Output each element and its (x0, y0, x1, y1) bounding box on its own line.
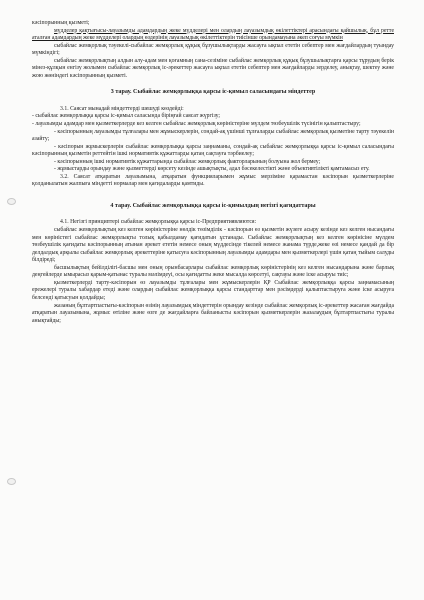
list-item-unified-policy: - сыбайлас жемқорлыққа қарсы іс-қимыл саласында біріңғай саясат жүргізу; (32, 113, 220, 120)
list-item-internal-documents: - кәсіпорынның ішкі нормативтік құжаттарында сыбайлас жемқорлық факторларының болуына жол бермеу; (54, 158, 321, 165)
principle-employee-involvement: қызметкерлерді тарту-кәсіпорын өз лауазымды тұлғалары мен жұмыскерлерін ҚР Сыбайлас жемқорлыққа қарсы заңнамасының ережелері туралы хабардар етеді және олардың сыбайлас жемқорлыққа қарсы стандарттар мен рәсімдерді қалыптастыруға және іске асыруға белсенді қатысуын қолдайды; (32, 279, 394, 301)
chapter-4-heading: 4 тарау. Сыбайлас жемқорлыққа қарсы іс-қимылдың негізгі қағидаттары (110, 202, 316, 209)
list-item-reduce-risk: - кәсіпорынның лауазымды тұлғалары мен жұмыскерлерін, сондай-ақ үшінші тұлғаларды сыбайлас жемқорлық қызметіне тарту тәуекелін азайту; (32, 128, 394, 143)
paragraph-enterprise-activity: кәсіпорынның қызметі; (32, 20, 90, 26)
paragraph-corruption-prevention: сыбайлас жемқорлықтың алдын алу-адам мен қоғамның сана-сезіміне сыбайлас жемқорлық құқық бұзушылықтарға қарсы тұрудың берік мінез-құлқын енгізу жолымен сыбайлас жемқорлық іс-әрекеттер жасауға ықпал ететін себептер мен жағдайларды зерделеу, анықтау, шектеу және жою жөніндегі кәсіпорынның қызметі. (32, 57, 394, 79)
list-item-zero-tolerance: - лауазымды адамдар мен қызметкерлерде кез келген сыбайлас жемқорлық көріністеріне мүлдем төзбеушілік түсінігін қалыптастыру; (32, 121, 361, 128)
term-conflict-of-interest: мүдделер қақтығысы-лауазымды адамдардың жеке мүдделері мен олардың лауазымдық өкілеттіктері арасындағы қайшылық, бұл ретте аталған адамдардың жеке мүдделері олардың өздерінің лауазымдық өкілеттіктерін тиісінше орындамауына әкеп соғуы мүмкін (32, 27, 394, 42)
principle-zero-tolerance: сыбайлас жемқорлықтың кез келген көріністеріне нөлдік төзімділік - кәсіпорын өз қызметін жүзеге асыру кезінде кез келген нысандағы мен көріністегі сыбайлас жемқорлықты толық қабылдамау қағидатын ұстанады. Сыбайлас жемқорлықтың кез келген көрінісіне мүлдем төзбеушілік қағидаты кәсіпорынның атынан әрекет ететін немесе оның мүддесінде тікелей немесе жанама түрде,жеке өзі немесе қандай да бір делдалдық арқылы сыбайлас жемқорлық әрекеттеріне қатысуға кәсіпорынның лауазымды адамдары мен қызметкерлері үшін қатаң тыйым салуды білдіреді; (32, 227, 394, 264)
principle-leadership-commitment: басшылықтың бейілділігі-басшы мен оның орынбасарлары сыбайлас жемқорлық көріністерінің кез келген нысандарына және барлық деңгейлерде ымырасыз қарым-қатынас туралы мәлімдеуі, осы қағидатты жеке мысалда көрсетуі, сақтауы және іске асыруы тиіс; (32, 264, 394, 279)
clause-4-1-intro: 4.1. Негізгі принциптері сыбайлас жемқорлыққа қарсы іс-Предприятиявляются: (60, 219, 257, 226)
punch-hole-mark (7, 478, 16, 485)
clause-3-2: 3.2. Саясат атқаратын лауазымына, атқаратын функцияларымен жұмыс мерзіміне қарамастан кәсіпорын қызметкерлеріне қолданылатын жалпыға міндетті нормалар мен қағидаларды қамтиды. (32, 173, 394, 188)
clause-3-1-intro: 3.1. Саясат мынадай міндеттерді шешуді көздейді: (60, 105, 184, 112)
paragraph-corruption-risk: сыбайлас жемқорлық тәуекелі-сыбайлас жемқорлық құқық бұзушылықтарды жасауға ықпал ететін себептер мен жағдайлардың туындау мүмкіндігі; (32, 42, 394, 57)
list-item-transparency: - жұмыстарды орындау және қызметтерді көрсету кезінде ашықтықты, адал бәсекелестікті және объективтілікті қамтамасыз ету. (54, 166, 370, 173)
punch-hole-mark (7, 198, 16, 205)
chapter-3-heading: 3 тарау. Сыбайлас жемқорлыққа қарсы іс-қимыл саласындағы міндеттер (110, 89, 316, 96)
list-item-educate-employees: - кәсіпорын жұмыскерлерін сыбайлас жемқорлыққа қарсы заңнаманы, сондай-ақ сыбайлас жемқорлыққа қарсы іс-қимыл саласындағы кәсіпорынның қызметін реттейтін ішкі нормативтік құжаттарды қатаң сақтауға тәрбиелеу; (32, 143, 394, 158)
document-body (32, 20, 394, 325)
paragraph-conflict-of-interest (32, 28, 394, 43)
principle-inevitability-of-punishment: жазаның бұлтартпастығы-кәсіпорын өзінің лауазымдық міндеттерін орындау кезінде сыбайлас жемқорлық іс-әрекеттер жасаған жағдайда атқаратын лауазымына, жұмыс өтіліне және өзге де жағдайларға байланысты кәсіпорын қызметкерлерін жазалаудың бұлтартпастығы туралы анықтайды; (32, 302, 394, 324)
